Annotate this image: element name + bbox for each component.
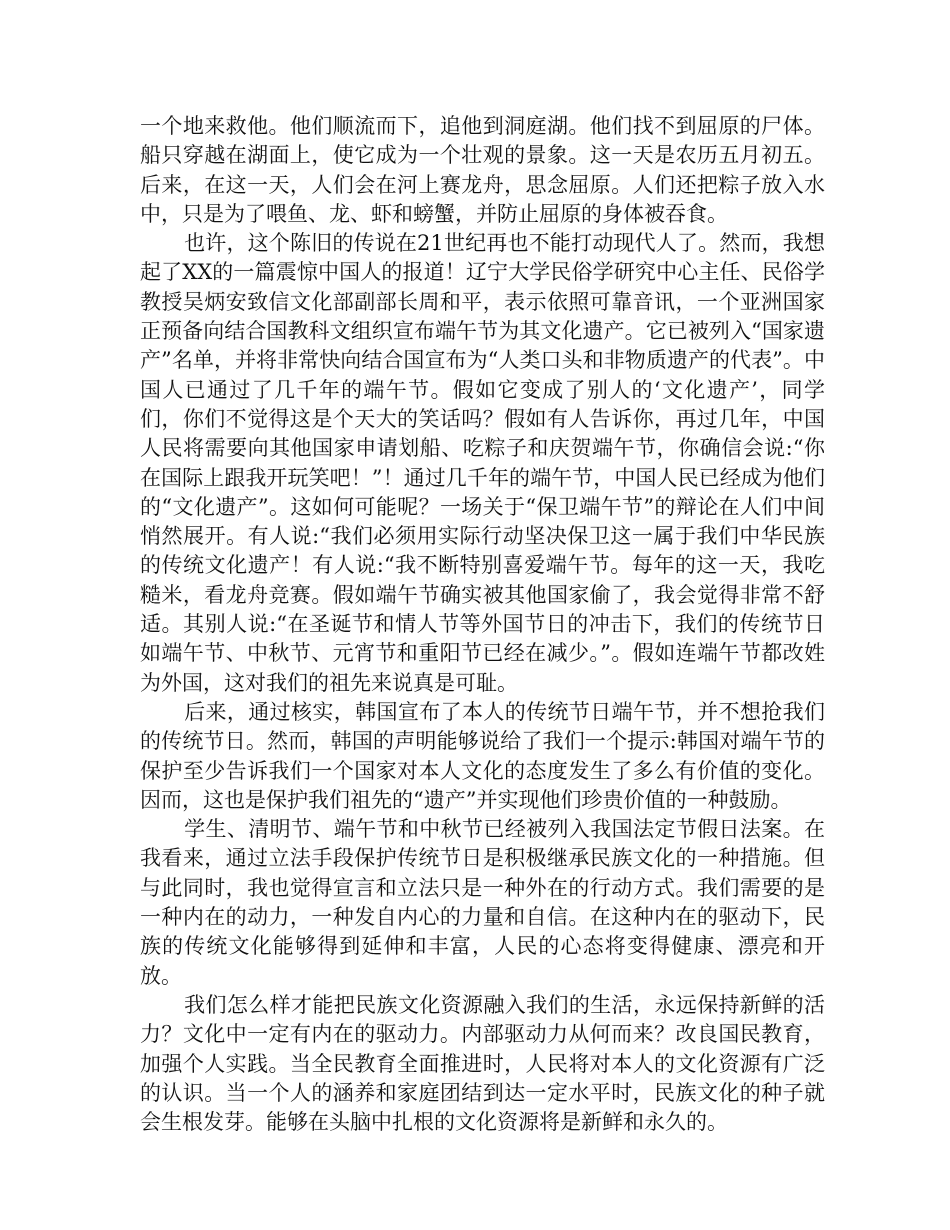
paragraph-2: 也许，这个陈旧的传说在21世纪再也不能打动现代人了。然而，我想起了XX的一篇震惊中国人的报道！辽宁大学民俗学研究中心主任、民俗学教授吴炳安致信文化部副部长周和平，表示依照可靠音讯，一个亚洲国家正预备向结合国教科文组织宣布端午节为其文化遗产。它已被列入“国家遗产”名单，并将非常快向结合国宣布为“人类口头和非物质遗产的代表”。中国人已通过了几千年的端午节。假如它变成了别人的‘文化遗产’，同学们，你们不觉得这是个天大的笑话吗？假如有人告诉你，再过几年，中国人民将需要向其他国家申请划船、吃粽子和庆贺端午节，你确信会说:“你在国际上跟我开玩笑吧！”！通过几千年的端午节，中国人民已经成为他们的“文化遗产”。这如何可能呢？一场关于“保卫端午节”的辩论在人们中间悄然展开。有人说:“我们必须用实际行动坚决保卫这一属于我们中华民族的传统文化遗产！有人说:“我不断特别喜爱端午节。每年的这一天，我吃糙米，看龙舟竞赛。假如端午节确实被其他国家偷了，我会觉得非常不舒适。其别人说:“在圣诞节和情人节等外国节日的冲击下，我们的传统节日如端午节、中秋节、元宵节和重阳节已经在减少。”。假如连端午节都改姓为外国，这对我们的祖先来说真是可耻。 bbox=[140, 231, 825, 695]
paragraph-1: 一个地来救他。他们顺流而下，追他到洞庭湖。他们找不到屈原的尸体。船只穿越在湖面上，使它成为一个壮观的景象。这一天是农历五月初五。后来，在这一天，人们会在河上赛龙舟，思念屈原。人们还把粽子放入水中，只是为了喂鱼、龙、虾和螃蟹，并防止屈原的身体被吞食。 bbox=[140, 114, 825, 226]
paragraph-4: 学生、清明节、端午节和中秋节已经被列入我国法定节假日法案。在我看来，通过立法手段保护传统节日是积极继承民族文化的一种措施。但与此同时，我也觉得宣言和立法只是一种外在的行动方式。我们需要的是一种内在的动力，一种发自内心的力量和自信。在这种内在的驱动下，民族的传统文化能够得到延伸和丰富，人民的心态将变得健康、漂亮和开放。 bbox=[140, 817, 825, 988]
paragraph-3: 后来，通过核实，韩国宣布了本人的传统节日端午节，并不想抢我们的传统节日。然而，韩国的声明能够说给了我们一个提示:韩国对端午节的保护至少告诉我们一个国家对本人文化的态度发生了多么有价值的变化。因而，这也是保护我们祖先的“遗产”并实现他们珍贵价值的一种鼓励。 bbox=[140, 699, 825, 812]
paragraph-5: 我们怎么样才能把民族文化资源融入我们的生活，永远保持新鲜的活力？文化中一定有内在的驱动力。内部驱动力从何而来？改良国民教育，加强个人实践。当全民教育全面推进时，人民将对本人的文化资源有广泛的认识。当一个人的涵养和家庭团结到达一定水平时，民族文化的种子就会生根发芽。能够在头脑中扎根的文化资源将是新鲜和永久的。 bbox=[140, 992, 825, 1135]
document-page bbox=[140, 112, 825, 1137]
